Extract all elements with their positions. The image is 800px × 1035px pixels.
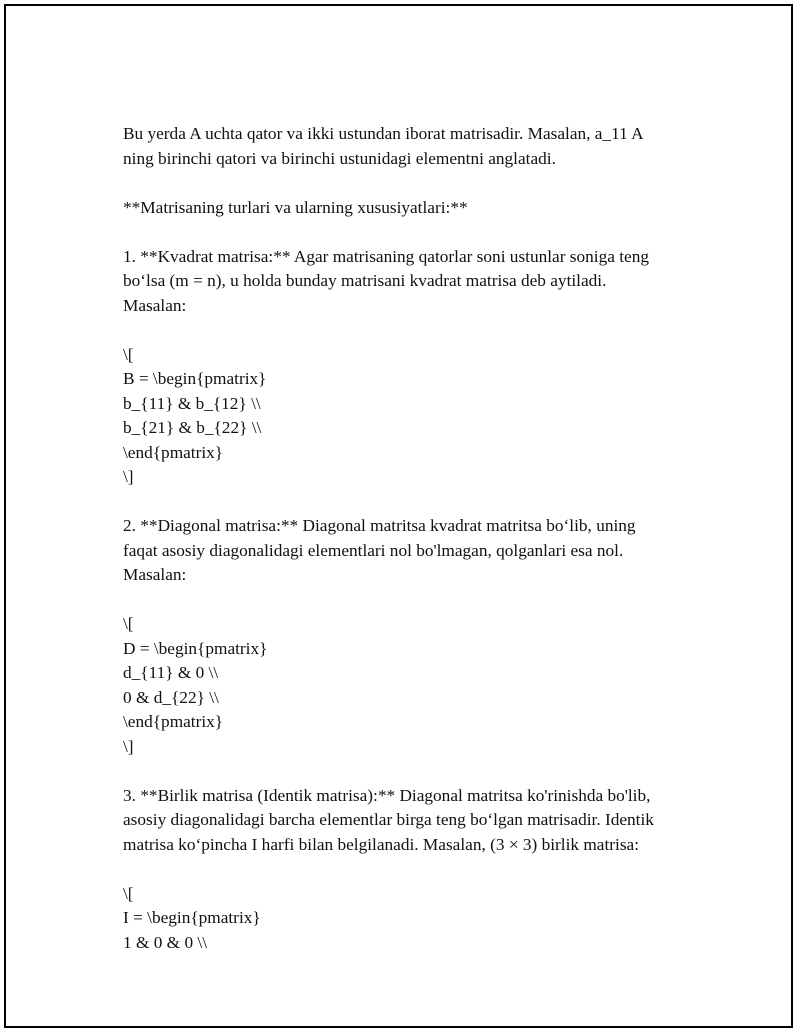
text-line: bo‘lsa (m = n), u holda bunday matrisani kvadrat matrisa deb aytiladi. xyxy=(123,271,607,290)
math-line: \[ xyxy=(123,344,134,364)
math-line: d_{11} & 0 \\ xyxy=(123,663,219,682)
text-line: asosiy diagonalidagi barcha elementlar birga teng bo‘lgan matrisadir. Identik xyxy=(123,810,654,829)
paragraph-intro xyxy=(123,122,723,171)
text-line: faqat asosiy diagonalidagi elementlari nol bo'lmagan, qolganlari esa nol. xyxy=(123,540,624,560)
math-line: \] xyxy=(123,736,134,756)
math-line: \end{pmatrix} xyxy=(123,442,224,462)
paragraph-gap xyxy=(123,220,723,245)
text-line: 1. **Kvadrat matrisa:** Agar matrisaning qatorlar soni ustunlar soniga teng xyxy=(123,246,649,266)
paragraph-birlik-matrisa xyxy=(123,784,723,858)
document-body xyxy=(123,122,723,955)
math-line: \end{pmatrix} xyxy=(123,712,224,731)
paragraph-gap xyxy=(123,318,723,343)
text-line: ning birinchi qatori va birinchi ustunidagi elementni anglatadi. xyxy=(123,148,556,168)
text-line: Bu yerda A uchta qator va ikki ustundan iborat matrisadir. Masalan, a_11 A xyxy=(123,124,644,143)
math-line: \] xyxy=(123,467,134,486)
math-block-b xyxy=(123,343,723,490)
math-line: b_{21} & b_{22} \\ xyxy=(123,418,262,437)
math-block-i xyxy=(123,882,723,956)
math-line: \[ xyxy=(123,614,134,633)
math-line: B = \begin{pmatrix} xyxy=(123,369,267,388)
math-line: I = \begin{pmatrix} xyxy=(123,908,261,927)
math-line: 1 & 0 & 0 \\ xyxy=(123,932,208,952)
text-line: **Matrisaning turlari va ularning xususiyatlari:** xyxy=(123,197,468,217)
math-line: 0 & d_{22} \\ xyxy=(123,687,219,707)
text-line: Masalan: xyxy=(123,565,187,584)
paragraph-gap xyxy=(123,171,723,196)
math-line: b_{11} & b_{12} \\ xyxy=(123,393,261,413)
math-line: D = \begin{pmatrix} xyxy=(123,638,268,658)
paragraph-diagonal-matrisa xyxy=(123,514,723,588)
text-line: 3. **Birlik matrisa (Identik matrisa):** Diagonal matritsa ko'rinishda bo'lib, xyxy=(123,785,651,805)
paragraph-gap xyxy=(123,857,723,882)
math-line: \[ xyxy=(123,883,134,903)
page-border xyxy=(4,4,793,1028)
paragraph-gap xyxy=(123,588,723,613)
text-line: matrisa ko‘pincha I harfi bilan belgilanadi. Masalan, (3 × 3) birlik matrisa: xyxy=(123,834,640,854)
text-line: 2. **Diagonal matrisa:** Diagonal matritsa kvadrat matritsa bo‘lib, uning xyxy=(123,516,636,535)
section-heading xyxy=(123,196,723,221)
text-line: Masalan: xyxy=(123,295,187,315)
paragraph-gap xyxy=(123,490,723,515)
paragraph-kvadrat-matrisa xyxy=(123,245,723,319)
paragraph-gap xyxy=(123,759,723,784)
math-block-d xyxy=(123,612,723,759)
